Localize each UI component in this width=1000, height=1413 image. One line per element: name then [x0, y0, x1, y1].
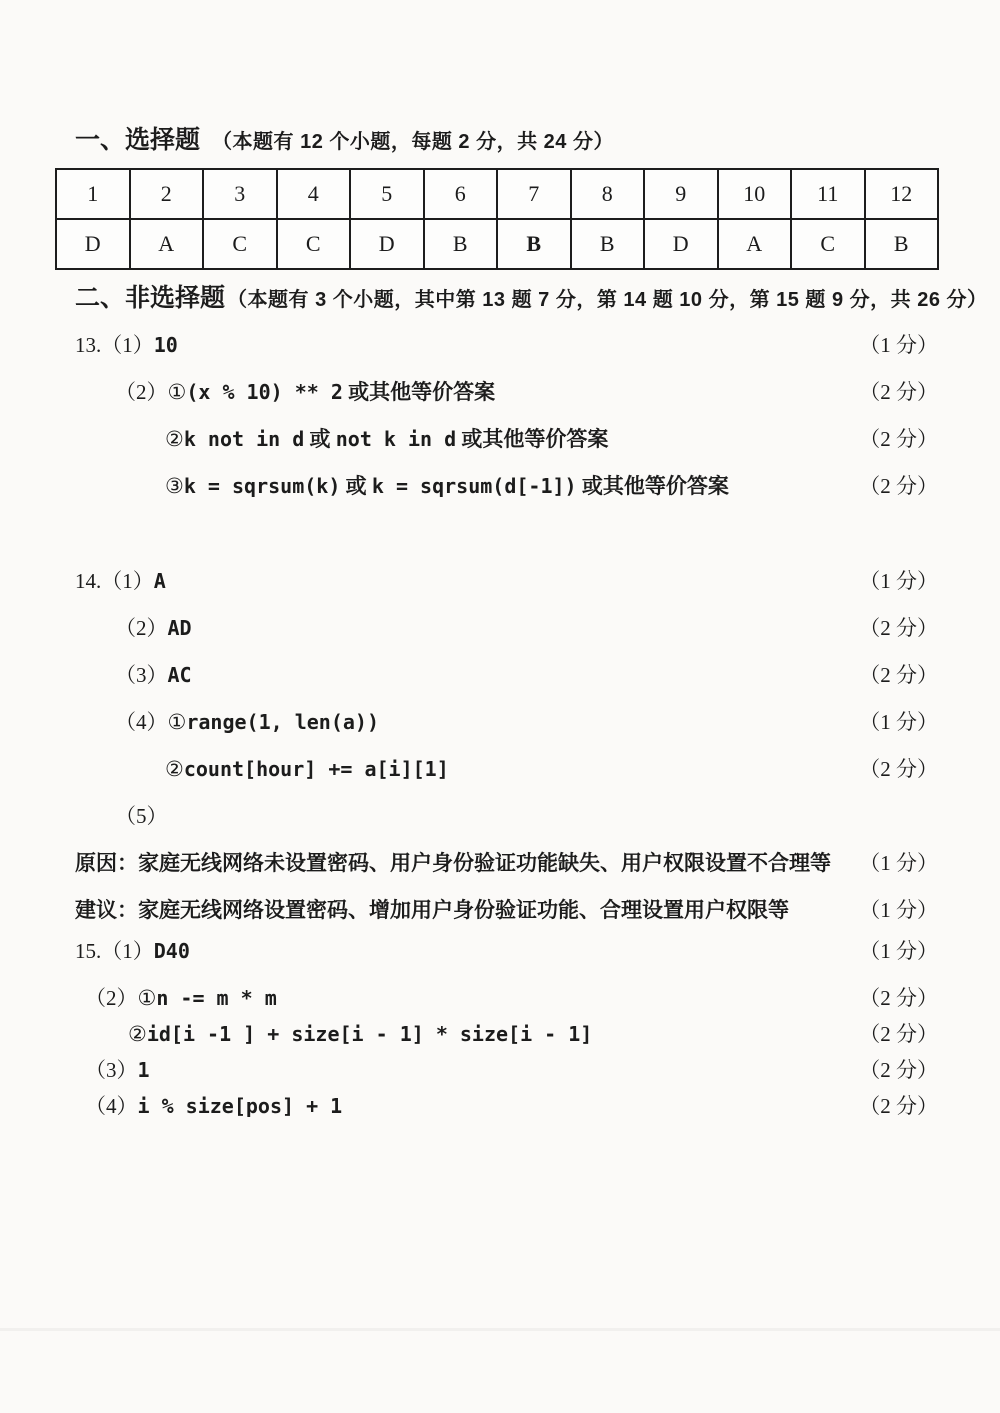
answer-table-number-cell: 1 [56, 169, 130, 219]
section1-title: 一、选择题 [75, 126, 201, 154]
answer-part-code: count[hour] += a[i][1] [183, 757, 449, 781]
answer-part-text: 建议：家庭无线网络设置密码、增加用户身份验证功能、合理设置用户权限等 [75, 898, 789, 922]
answer-part-code: AD [167, 616, 192, 640]
answer-line [75, 662, 938, 689]
answer-part-code: AC [167, 663, 192, 687]
answer-table-number-cell: 8 [571, 169, 645, 219]
answer-table-number-cell: 5 [350, 169, 424, 219]
score-label: （1 分） [859, 333, 938, 357]
answer-part-label: ② [165, 427, 184, 451]
answer-part-label: （2） [115, 616, 168, 640]
score-label: （2 分） [859, 1022, 938, 1046]
answer-part-label: （4）① [115, 710, 187, 734]
scan-artifact-line [0, 1328, 1000, 1331]
answer-line-content [75, 938, 847, 965]
answer-table-answer-cell: D [56, 219, 130, 269]
answer-line-content [75, 985, 847, 1012]
score-label: （2 分） [859, 1058, 938, 1082]
answer-part-label: 15.（1） [75, 939, 154, 963]
answer-table-answer-cell: C [791, 219, 865, 269]
answer-line [75, 985, 938, 1012]
section2-subtitle: （本题有 3 个小题，其中第 13 题 7 分，第 14 题 10 分，第 15 题 9 分，共 26 分） [227, 289, 988, 311]
answer-line [75, 803, 938, 830]
answer-part-text: 或 [304, 427, 336, 451]
answer-part-code: k = sqrsum(k) [183, 474, 341, 498]
answer-part-code: 1 [137, 1058, 150, 1082]
section1-heading [75, 0, 1000, 158]
answer-table-answer-cell: B [497, 219, 571, 269]
answer-part-code: range(1, len(a)) [186, 710, 379, 734]
answer-table-answer-cell: C [277, 219, 351, 269]
answer-part-text: 或 [340, 474, 372, 498]
answer-part-code: k not in d [183, 427, 305, 451]
answer-line-content [75, 1057, 847, 1084]
score-label: （2 分） [859, 1094, 938, 1118]
answer-line [75, 938, 938, 965]
answer-table-answer-row [56, 219, 938, 269]
answer-line [75, 756, 938, 783]
section2-title: 二、非选择题 [75, 284, 226, 312]
answer-table-answer-cell: A [718, 219, 792, 269]
answer-part-code: 10 [153, 333, 178, 357]
answer-line [75, 568, 938, 595]
answer-line-content [75, 709, 847, 736]
answer-line-content [75, 332, 847, 359]
answer-line [75, 897, 938, 924]
answer-table-number-cell: 9 [644, 169, 718, 219]
answer-part-text: 或其他等价答案 [456, 427, 609, 451]
answer-line-content [75, 1093, 847, 1120]
answer-part-code: D40 [153, 939, 190, 963]
answer-line [75, 709, 938, 736]
answer-table-answer-cell: C [203, 219, 277, 269]
answer-part-label: （3） [115, 663, 168, 687]
answer-line-content [75, 850, 847, 877]
score-label: （2 分） [859, 663, 938, 687]
score-label: （2 分） [859, 616, 938, 640]
score-label: （1 分） [859, 569, 938, 593]
answer-table-answer-cell: B [571, 219, 645, 269]
answer-part-text: 或其他等价答案 [576, 474, 729, 498]
answer-table-answer-cell: D [644, 219, 718, 269]
answer-part-code: not k in d [335, 427, 457, 451]
answer-line-content [75, 473, 847, 500]
answer-table-number-cell: 11 [791, 169, 865, 219]
score-label: （2 分） [859, 380, 938, 404]
score-label: （1 分） [859, 898, 938, 922]
answer-line [75, 615, 938, 642]
answer-line [75, 426, 938, 453]
multiple-choice-answer-table [55, 168, 939, 270]
score-label: （2 分） [859, 986, 938, 1010]
score-label: （1 分） [859, 851, 938, 875]
answer-part-code: i % size[pos] + 1 [137, 1094, 343, 1118]
answer-table-answer-cell: A [130, 219, 204, 269]
answer-line-content [75, 897, 847, 924]
answer-part-label: （2）① [85, 986, 157, 1010]
answer-line-content [75, 1021, 847, 1048]
score-label: （1 分） [859, 710, 938, 734]
answer-part-label: （2）① [115, 380, 187, 404]
score-label: （2 分） [859, 427, 938, 451]
answer-line-content [75, 662, 847, 689]
answer-line-content [75, 803, 926, 830]
answer-part-text: 或其他等价答案 [342, 380, 496, 404]
answer-line-content [75, 756, 847, 783]
answer-part-label: ② [128, 1022, 147, 1046]
answer-lines [75, 332, 938, 1120]
answer-line [75, 332, 938, 359]
score-label: （2 分） [859, 474, 938, 498]
answer-line [75, 379, 938, 406]
score-label: （1 分） [859, 939, 938, 963]
answer-table-number-cell: 4 [277, 169, 351, 219]
answer-line [75, 1021, 938, 1048]
answer-part-label: （4） [85, 1094, 138, 1118]
answer-line [75, 473, 938, 500]
answer-line [75, 850, 938, 877]
answer-table-answer-cell: B [424, 219, 498, 269]
answer-table-number-cell: 6 [424, 169, 498, 219]
answer-table-number-cell: 12 [865, 169, 939, 219]
answer-table-answer-cell: D [350, 219, 424, 269]
answer-line [75, 1057, 938, 1084]
answer-part-code: k = sqrsum(d[-1]) [371, 474, 577, 498]
answer-table-number-row [56, 169, 938, 219]
answer-part-code: id[i -1 ] + size[i - 1] * size[i - 1] [146, 1022, 593, 1046]
answer-part-label: 13.（1） [75, 333, 154, 357]
answer-line [75, 1093, 938, 1120]
answer-part-text: 原因：家庭无线网络未设置密码、用户身份验证功能缺失、用户权限设置不合理等 [75, 851, 831, 875]
answer-part-label: （3） [85, 1058, 138, 1082]
answer-table-number-cell: 10 [718, 169, 792, 219]
answer-part-label: ③ [165, 474, 184, 498]
answer-table-number-cell: 3 [203, 169, 277, 219]
answer-part-code: A [153, 569, 166, 593]
answer-part-label: 14.（1） [75, 569, 154, 593]
answer-line-content [75, 379, 847, 406]
answer-part-label: （5） [115, 804, 168, 828]
answer-line-content [75, 615, 847, 642]
score-label: （2 分） [859, 757, 938, 781]
answer-part-label: ② [165, 757, 184, 781]
answer-part-code: (x % 10) ** 2 [186, 380, 343, 404]
section2-heading [75, 282, 1000, 316]
answer-table-number-cell: 7 [497, 169, 571, 219]
section1-subtitle: （本题有 12 个小题，每题 2 分，共 24 分） [212, 131, 614, 153]
answer-line-content [75, 568, 847, 595]
answer-part-code: n -= m * m [156, 986, 277, 1010]
answer-line-content [75, 426, 847, 453]
answer-table-answer-cell: B [865, 219, 939, 269]
answer-table-number-cell: 2 [130, 169, 204, 219]
